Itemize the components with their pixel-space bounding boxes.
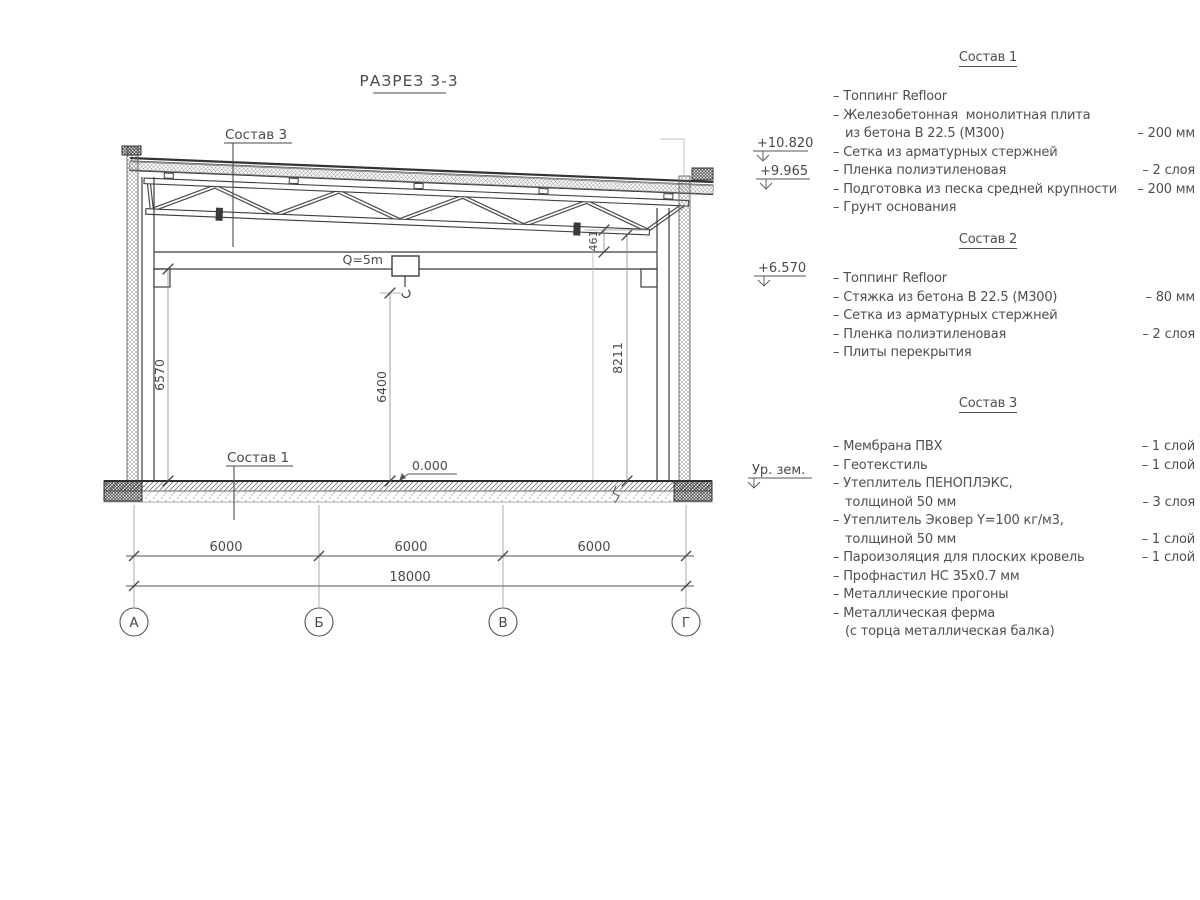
item-text: толщиной 50 мм: [845, 494, 957, 510]
item-text: толщиной 50 мм: [845, 531, 957, 547]
dim-18000: 18000: [389, 570, 431, 585]
right-wall: [641, 168, 713, 481]
composition-list-2: [833, 232, 1195, 364]
elevation-roof-high-text: +10.820: [757, 136, 814, 151]
list-item: [833, 624, 1195, 643]
elevation-ground-text: Ур. зем.: [752, 463, 806, 478]
list-item: [833, 550, 1195, 569]
list-item: [833, 327, 1195, 346]
item-value: – 80 мм: [1145, 289, 1195, 305]
floor-slab: [104, 481, 712, 491]
elevation-crane: [754, 261, 806, 286]
item-text: – Стяжка из бетона В 22.5 (М300): [833, 289, 1058, 305]
list-item: [833, 89, 1195, 108]
list-item: [833, 606, 1195, 625]
item-value: – 2 слоя: [1142, 163, 1195, 178]
chord-splice: [573, 222, 581, 235]
foundation-right: [674, 481, 712, 501]
list-item: [833, 495, 1195, 514]
list-item: [833, 108, 1195, 127]
item-text: – Металлические прогоны: [833, 587, 1009, 602]
list-item: [833, 271, 1195, 290]
dim-8211: 8211: [610, 342, 625, 374]
item-value: – 1 слой: [1141, 457, 1195, 473]
zero-level-text: 0.000: [412, 458, 448, 473]
elevation-marks: [748, 136, 813, 488]
axis-a: А: [129, 615, 139, 631]
list3-title-wrap: [833, 396, 1143, 413]
list-item: [833, 345, 1195, 364]
dim-6000-1: 6000: [209, 540, 243, 555]
item-text: – Пленка полиэтиленовая: [833, 326, 1007, 342]
item-text: – Сетка из арматурных стержней: [833, 308, 1058, 323]
dim-6000-3: 6000: [577, 540, 611, 555]
item-value: – 200 мм: [1137, 126, 1195, 141]
item-value: – 200 мм: [1137, 181, 1195, 197]
list-item: [833, 569, 1195, 588]
list3-title: Состав 3: [958, 396, 1018, 411]
zero-level-mark: [399, 458, 457, 481]
item-text: – Пароизоляция для плоских кровель: [833, 550, 1085, 565]
dim-6570: 6570: [152, 359, 167, 391]
crane-corbel-right: [641, 269, 657, 287]
left-wall: [122, 146, 170, 481]
item-text: – Профнастил НС 35х0.7 мм: [833, 568, 1020, 584]
item-value: – 3 слоя: [1142, 494, 1195, 510]
list-item: [833, 182, 1195, 201]
list-item: [833, 458, 1195, 477]
item-text: – Утеплитель Эковер Y=100 кг/м3,: [833, 513, 1064, 528]
crane-trolley: [392, 256, 419, 276]
list-item: [833, 476, 1195, 495]
list-item: [833, 308, 1195, 327]
composition-list-1: [833, 50, 1195, 219]
elevation-crane-text: +6.570: [758, 261, 807, 276]
roof-and-truss: [128, 158, 714, 241]
crane-capacity-label: Q=5m: [342, 252, 383, 267]
item-text: – Металлическая ферма: [833, 605, 995, 621]
elevation-ground: [748, 463, 812, 488]
floor: [104, 481, 712, 503]
drawing-title-text: РАЗРЕЗ 3-3: [359, 72, 459, 90]
list1-title: Состав 1: [958, 50, 1018, 65]
list2-title-wrap: [833, 232, 1143, 249]
crane-beam: [154, 252, 657, 297]
dim-6400: 6400: [374, 371, 389, 403]
drawing-title: [359, 72, 458, 93]
item-text: – Железобетонная монолитная плита: [833, 107, 1091, 123]
list-item: [833, 532, 1195, 551]
dim-6000-2: 6000: [394, 540, 428, 555]
item-text: – Топпинг Refloor: [833, 271, 947, 286]
item-text: (с торца металлическая балка): [845, 624, 1055, 639]
list-item: [833, 145, 1195, 164]
callout-sostav1-text: Состав 1: [227, 450, 290, 466]
item-text: – Мембрана ПВХ: [833, 439, 943, 454]
callout-sostav3-text: Состав 3: [225, 127, 288, 143]
crane-hook: [402, 290, 410, 297]
axis-g: Г: [681, 615, 691, 631]
list-item: [833, 200, 1195, 219]
item-text: – Геотекстиль: [833, 457, 928, 473]
item-text: – Пленка полиэтиленовая: [833, 163, 1007, 178]
list-item: [833, 126, 1195, 145]
item-text: – Грунт основания: [833, 200, 957, 215]
item-value: – 2 слоя: [1142, 326, 1195, 342]
dim-461: 461: [587, 230, 600, 252]
axis-v: В: [498, 615, 508, 631]
list-item: [833, 163, 1195, 182]
list-item: [833, 439, 1195, 458]
chord-splice: [215, 208, 223, 221]
sand-bed: [104, 491, 712, 502]
axis-bubbles: [120, 608, 700, 636]
item-value: – 1 слой: [1141, 531, 1195, 547]
roof-end-cap: [692, 168, 713, 180]
list-item: [833, 587, 1195, 606]
list-item: [833, 290, 1195, 309]
list-item: [833, 513, 1195, 532]
item-value: – 1 слой: [1141, 439, 1195, 454]
list2-title: Состав 2: [958, 232, 1018, 247]
item-text: – Плиты перекрытия: [833, 345, 972, 360]
item-text: – Утеплитель ПЕНОПЛЭКС,: [833, 476, 1013, 491]
item-text: – Сетка из арматурных стержней: [833, 144, 1058, 160]
item-value: – 1 слой: [1141, 550, 1195, 565]
axis-b: Б: [314, 615, 324, 631]
composition-list-3: [833, 396, 1195, 643]
elevation-roof-low: [756, 164, 810, 189]
item-text: из бетона В 22.5 (М300): [845, 126, 1005, 141]
item-text: – Подготовка из песка средней крупности: [833, 181, 1117, 197]
foundation-left: [104, 481, 142, 501]
elevation-roof-high: [753, 136, 813, 161]
elevation-roof-low-text: +9.965: [760, 164, 809, 179]
bottom-dimensions: [126, 505, 694, 607]
item-text: – Топпинг Refloor: [833, 89, 947, 104]
list1-title-wrap: [833, 50, 1143, 67]
